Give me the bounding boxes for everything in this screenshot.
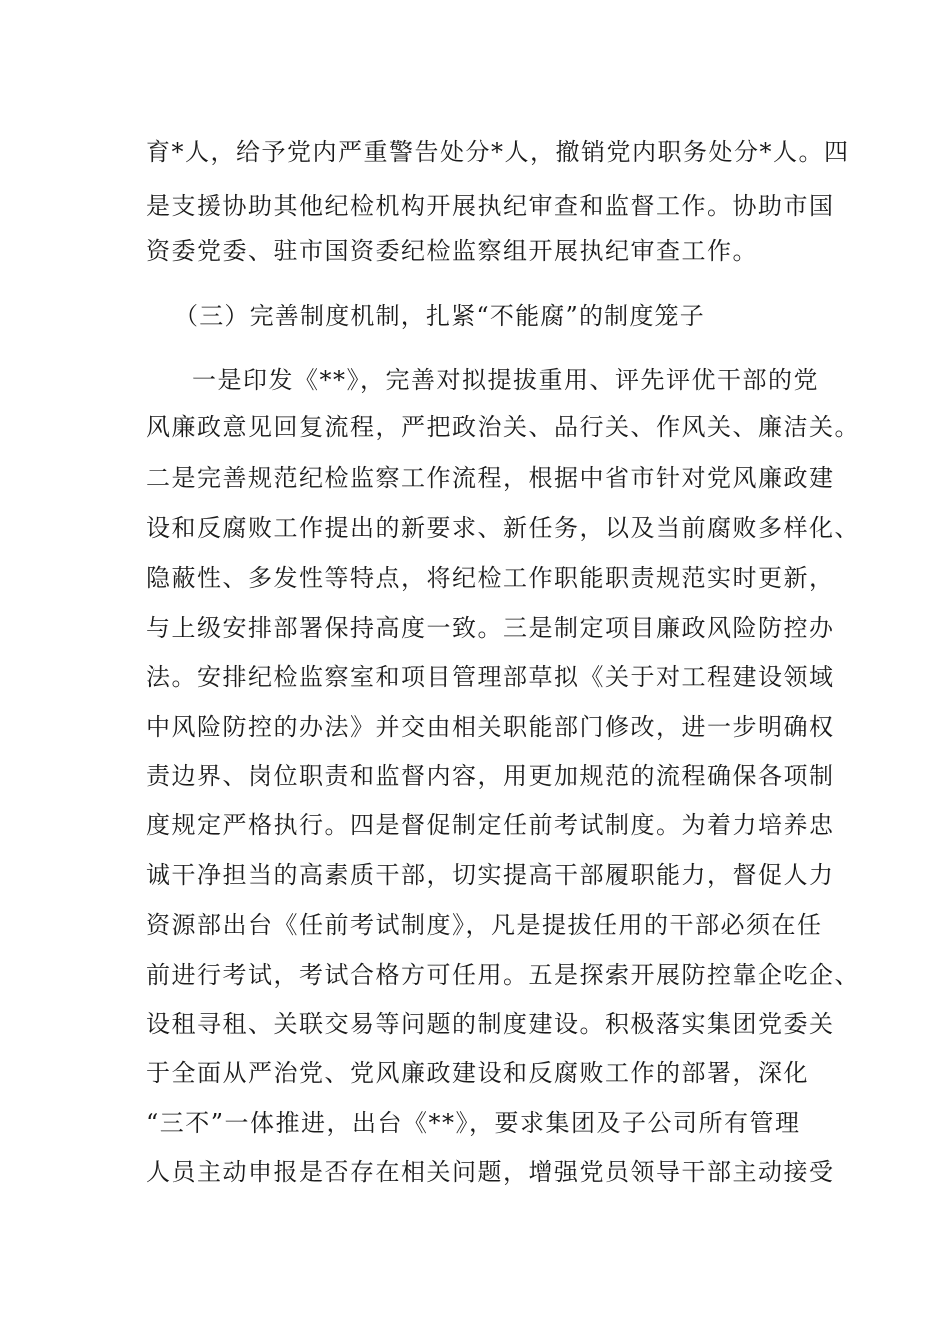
text-line: 与上级安排部署保持高度一致。三是制定项目廉政风险防控办 xyxy=(146,614,835,642)
text-line: 设和反腐败工作提出的新要求、新任务，以及当前腐败多样化、 xyxy=(146,514,860,542)
text-line: 中风险防控的办法》并交由相关职能部门修改，进一步明确权 xyxy=(146,713,835,741)
text-line: 育*人，给予党内严重警告处分*人，撤销党内职务处分*人。四 xyxy=(146,138,850,166)
text-line: 于全面从严治党、党风廉政建设和反腐败工作的部署，深化 xyxy=(146,1059,809,1087)
text-line: 法。安排纪检监察室和项目管理部草拟《关于对工程建设领域 xyxy=(146,663,835,691)
text-line: 诚干净担当的高素质干部，切实提高干部履职能力，督促人力 xyxy=(146,861,835,889)
text-line: 隐蔽性、多发性等特点，将纪检工作职能职责规范实时更新， xyxy=(146,564,835,592)
text-line: 是支援协助其他纪检机构开展执纪审查和监督工作。协助市国 xyxy=(146,192,835,220)
section-heading: （三）完善制度机制，扎紧“不能腐”的制度笼子 xyxy=(174,302,705,330)
text-line: 一是印发《**》，完善对拟提拔重用、评先评优干部的党 xyxy=(192,366,819,394)
text-line: 风廉政意见回复流程，严把政治关、品行关、作风关、廉洁关。 xyxy=(146,413,860,441)
text-line: 前进行考试，考试合格方可任用。五是探索开展防控靠企吃企、 xyxy=(146,961,860,989)
text-line: 资源部出台《任前考试制度》，凡是提拔任用的干部必须在任 xyxy=(146,911,823,939)
text-line: “三不”一体推进，出台《**》，要求集团及子公司所有管理 xyxy=(146,1109,801,1137)
text-line: 设租寻租、关联交易等问题的制度建设。积极落实集团党委关 xyxy=(146,1010,835,1038)
text-line: 资委党委、驻市国资委纪检监察组开展执纪审查工作。 xyxy=(146,237,758,265)
text-line: 度规定严格执行。四是督促制定任前考试制度。为着力培养忠 xyxy=(146,811,835,839)
text-line: 二是完善规范纪检监察工作流程，根据中省市针对党风廉政建 xyxy=(146,464,835,492)
text-line: 责边界、岗位职责和监督内容，用更加规范的流程确保各项制 xyxy=(146,762,835,790)
text-line: 人员主动申报是否存在相关问题，增强党员领导干部主动接受 xyxy=(146,1158,835,1186)
